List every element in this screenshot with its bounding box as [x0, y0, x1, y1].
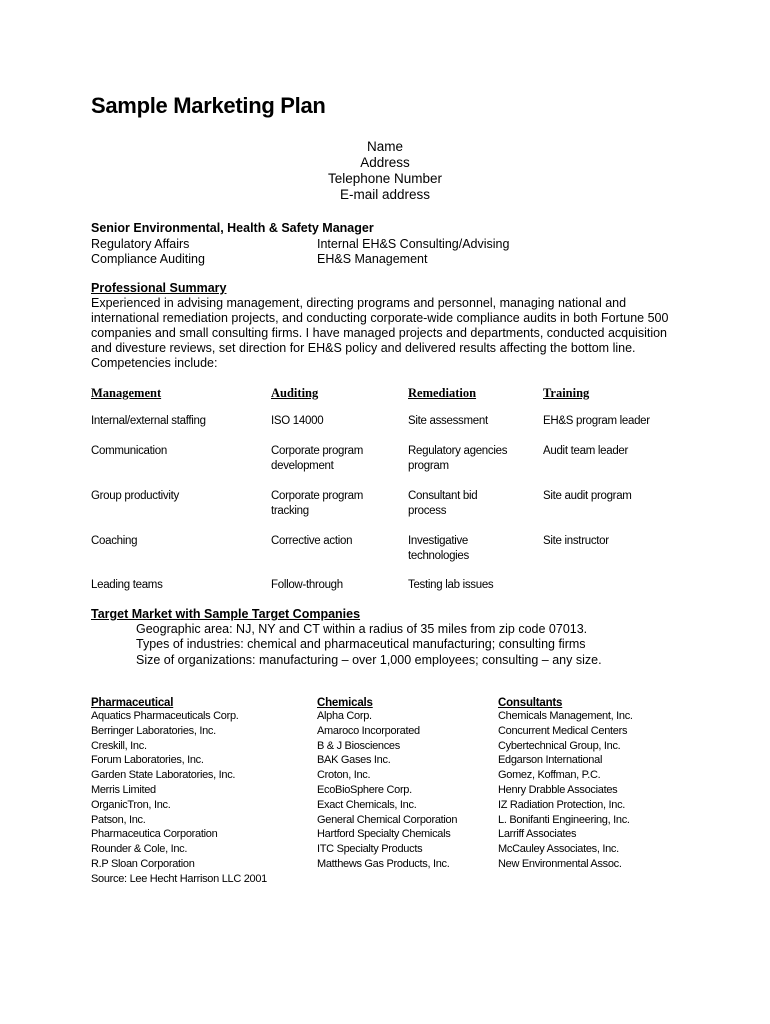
contact-address: Address	[360, 155, 410, 170]
company-list-item: Garden State Laboratories, Inc.	[91, 769, 236, 782]
competency-cell: Group productivity	[91, 490, 179, 502]
company-list-item: Cybertechnical Group, Inc.	[498, 739, 621, 752]
competency-cell: Corrective action	[271, 535, 353, 547]
consultants-heading: Consultants	[498, 697, 563, 709]
summary-line-2: international remediation projects, and conducting corporate-wide compliance audits in both Fortune 500	[91, 311, 669, 325]
competency-cell: Site assessment	[408, 415, 488, 427]
company-list-item: Exact Chemicals, Inc.	[317, 798, 417, 811]
company-list-item: Gomez, Koffman, P.C.	[498, 769, 601, 782]
company-list-item: Forum Laboratories, Inc.	[91, 754, 204, 767]
company-list-item: New Environmental Assoc.	[498, 857, 622, 870]
consultants-list	[498, 709, 633, 872]
competency-header-training: Training	[543, 386, 590, 400]
competency-cell: Communication	[91, 445, 167, 457]
contact-email: E-mail address	[339, 187, 431, 202]
company-list-item: R.P Sloan Corporation	[91, 857, 195, 870]
target-market-line-2: Types of industries: chemical and pharmaceutical manufacturing; consulting firms	[136, 637, 586, 651]
competency-cell: Site audit program	[543, 490, 632, 502]
company-list-item: Berringer Laboratories, Inc.	[91, 724, 216, 737]
competency-cell: Regulatory agencies program	[408, 445, 508, 472]
chemicals-heading: Chemicals	[317, 697, 373, 709]
target-market-heading: Target Market with Sample Target Companies	[91, 607, 361, 621]
contact-name: Name	[366, 139, 403, 154]
company-list-item: OrganicTron, Inc.	[91, 798, 171, 811]
company-list-item: General Chemical Corporation	[317, 813, 458, 826]
pharmaceutical-column	[91, 697, 267, 887]
company-list-item: Creskill, Inc.	[91, 739, 147, 752]
pharmaceutical-list	[91, 709, 267, 887]
company-list-item: Henry Drabble Associates	[498, 783, 618, 796]
company-list-item: B & J Biosciences	[317, 739, 400, 752]
competency-cell: ISO 14000	[271, 415, 324, 427]
company-list-item: Rounder & Cole, Inc.	[91, 843, 188, 856]
competency-cell: Site instructor	[543, 535, 609, 547]
summary-line-5: Competencies include:	[91, 356, 218, 370]
company-list-item: ITC Specialty Products	[317, 843, 423, 856]
company-list-item: Chemicals Management, Inc.	[498, 710, 633, 722]
competency-header-remediation: Remediation	[408, 386, 477, 400]
company-list-item: BAK Gases Inc.	[317, 754, 391, 767]
position-area-right-1: Internal EH&S Consulting/Advising	[317, 237, 510, 251]
pharmaceutical-heading: Pharmaceutical	[91, 697, 174, 709]
company-list-item: Concurrent Medical Centers	[498, 724, 628, 737]
company-list-item: IZ Radiation Protection, Inc.	[498, 798, 626, 811]
competency-cell: Internal/external staffing	[91, 415, 206, 427]
competency-header-management: Management	[91, 386, 162, 400]
target-market-line-1: Geographic area: NJ, NY and CT within a radius of 35 miles from zip code 07013.	[136, 622, 588, 636]
position-title: Senior Environmental, Health & Safety Manager	[91, 221, 374, 235]
target-market-line-3: Size of organizations: manufacturing – over 1,000 employees; consulting – any size.	[136, 653, 602, 667]
company-list-item: Source: Lee Hecht Harrison LLC 2001	[91, 872, 267, 885]
summary-line-4: and divesture reviews, set direction for EH&S policy and delivered results affecting the bottom line.	[91, 341, 636, 355]
company-list-item: Pharmaceutica Corporation	[91, 828, 218, 841]
competency-cell: EH&S program leader	[543, 415, 650, 427]
company-list-item: Larriff Associates	[498, 828, 577, 841]
competency-cell: Coaching	[91, 535, 138, 547]
company-list-item: Merris Limited	[91, 783, 156, 796]
position-area-right-2: EH&S Management	[317, 252, 428, 266]
competency-cell: Testing lab issues	[408, 579, 494, 591]
competency-cell: Audit team leader	[543, 445, 629, 457]
competency-cell: Corporate program tracking	[271, 490, 364, 517]
summary-line-3: companies and small consulting firms. I have managed projects and departments, conducted acquisition	[91, 326, 668, 340]
chemicals-list	[317, 709, 457, 872]
summary-heading: Professional Summary	[91, 281, 227, 295]
company-list-item: L. Bonifanti Engineering, Inc.	[498, 813, 630, 826]
chemicals-column	[317, 697, 457, 872]
competency-cell: Follow-through	[271, 579, 343, 591]
competency-cell: Leading teams	[91, 579, 163, 591]
position-area-left-2: Compliance Auditing	[91, 252, 205, 266]
competency-header-auditing: Auditing	[271, 386, 319, 400]
summary-line-1: Experienced in advising management, directing programs and personnel, managing national and	[91, 296, 627, 310]
company-list-item: Croton, Inc.	[317, 769, 371, 782]
company-list-item: EcoBioSphere Corp.	[317, 783, 412, 796]
document-title: Sample Marketing Plan	[91, 93, 326, 118]
company-list-item: Matthews Gas Products, Inc.	[317, 857, 450, 870]
company-list-item: Edgarson International	[498, 754, 603, 767]
company-list-item: Hartford Specialty Chemicals	[317, 828, 451, 841]
company-list-item: Amaroco Incorporated	[317, 724, 420, 737]
competency-cell: Corporate program development	[271, 445, 364, 472]
competency-cell: Investigative technologies	[408, 535, 469, 562]
competency-cell: Consultant bid process	[408, 490, 478, 517]
company-list-item: Patson, Inc.	[91, 813, 146, 826]
contact-block	[0, 139, 770, 203]
consultants-column	[498, 697, 633, 872]
company-list-item: Alpha Corp.	[317, 710, 372, 722]
position-area-left-1: Regulatory Affairs	[91, 237, 190, 251]
contact-phone: Telephone Number	[327, 171, 443, 186]
company-list-item: Aquatics Pharmaceuticals Corp.	[91, 710, 239, 722]
company-list-item: McCauley Associates, Inc.	[498, 843, 619, 856]
